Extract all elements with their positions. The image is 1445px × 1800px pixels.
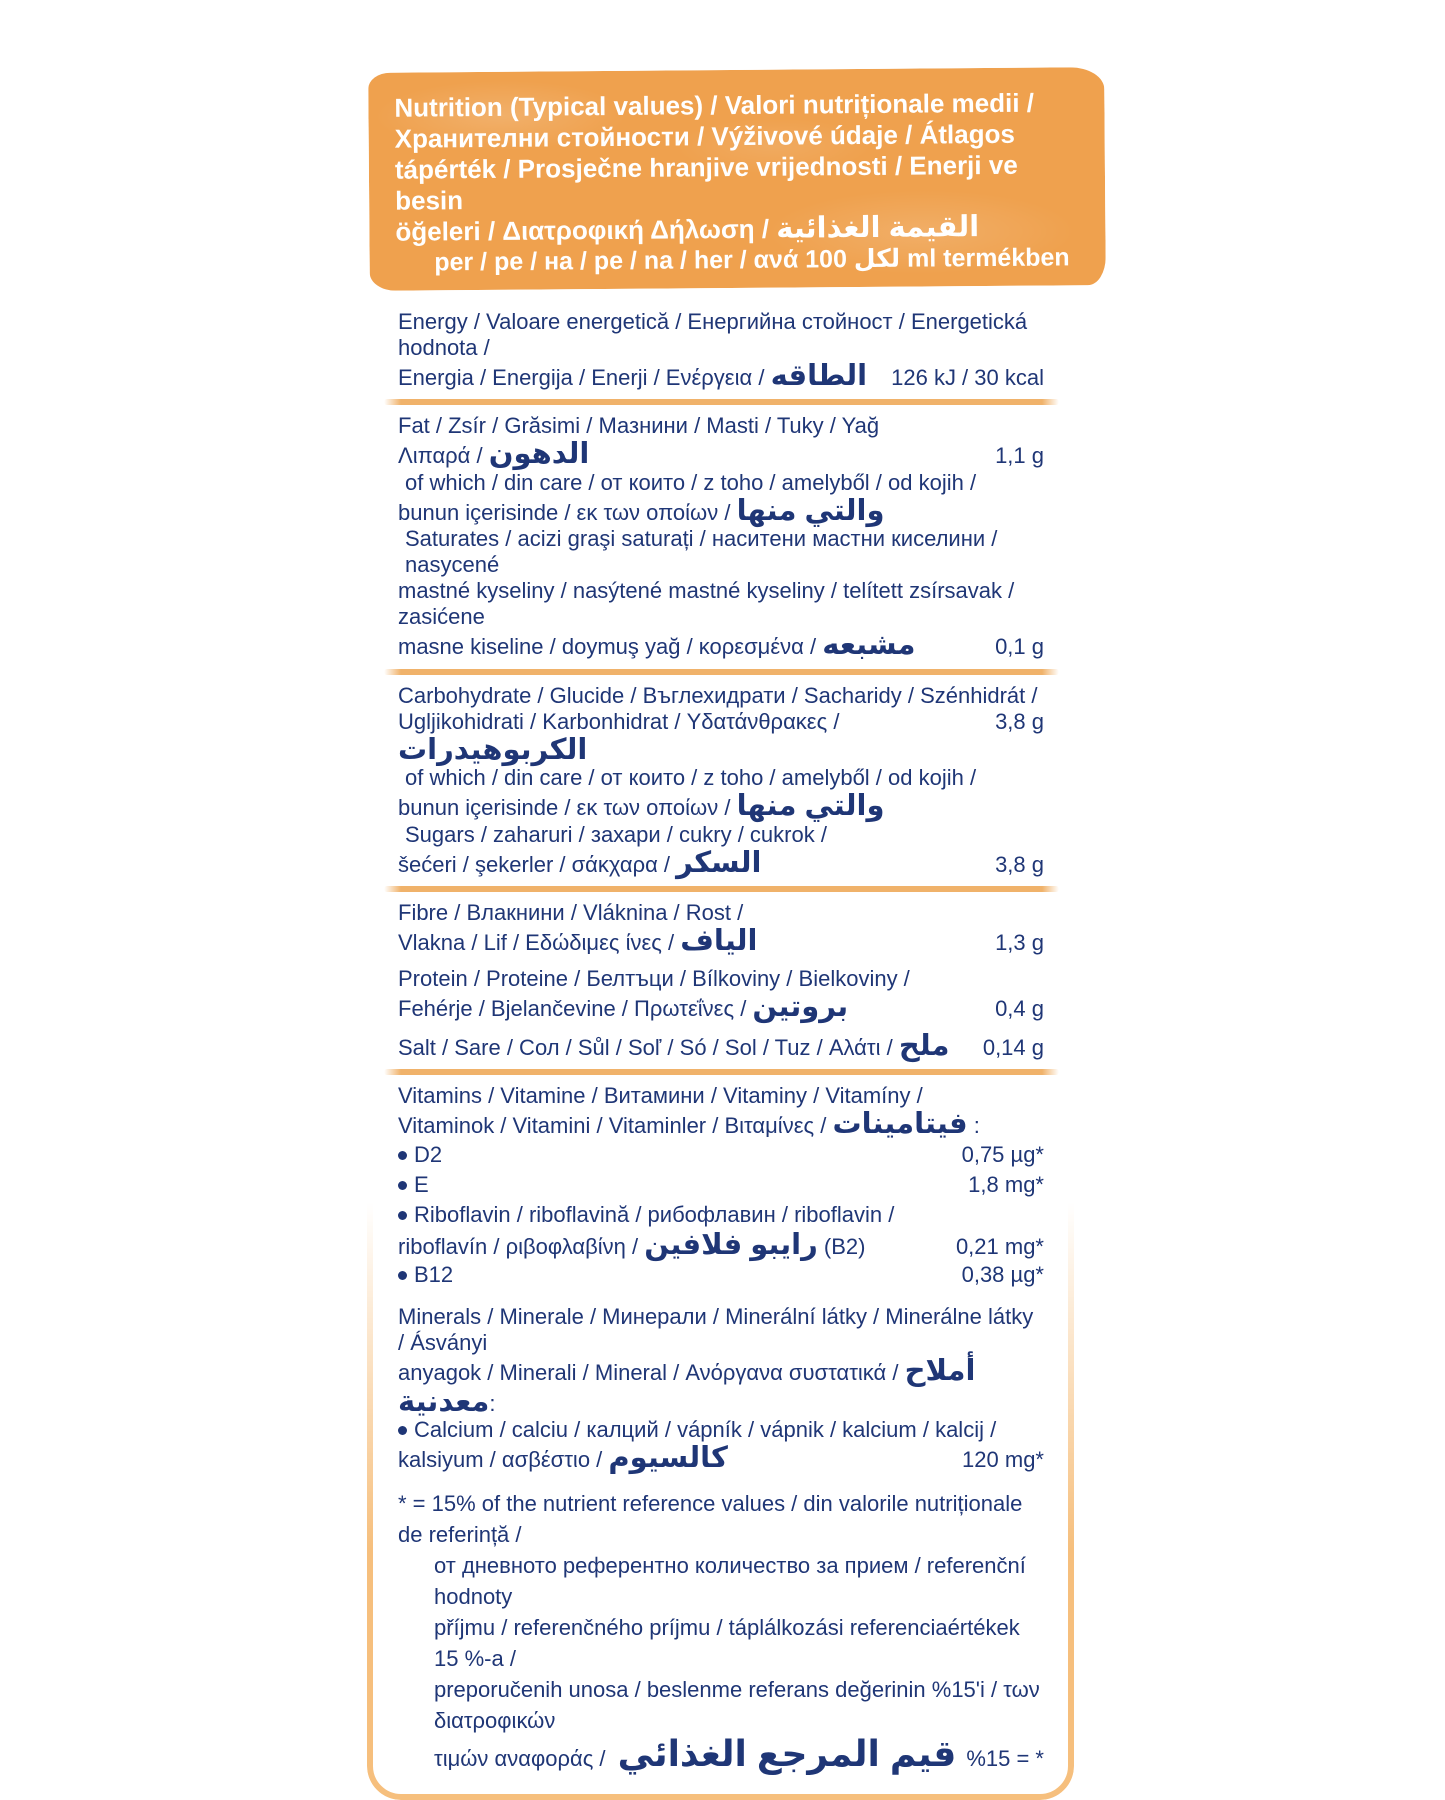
carbohydrate-section: [398, 683, 1044, 878]
calcium-line1: Calcium / calciu / калций / vápník / vápnik / kalcium / kalcij /: [398, 1417, 1044, 1443]
energy-arabic: الطاقه: [770, 360, 868, 392]
fat-ofwhich-line2: bunun içerisinde / εκ των οποίων / والتي منها: [398, 494, 885, 527]
sugars-arabic: السكر: [676, 846, 762, 879]
sugars-value-row: [398, 848, 1044, 878]
footnote-line3: příjmu / referenčného príjmu / táplálkozási referenciaértékek 15 %-a /: [434, 1614, 1020, 1671]
calcium-arabic: كالسيوم: [608, 1442, 728, 1475]
bullet-icon: [398, 1271, 407, 1280]
fat-ofwhich-arabic: والتي منها: [736, 494, 885, 527]
label-header: [368, 67, 1106, 291]
minerals-arabic: أملاح معدنية: [398, 1355, 976, 1418]
minerals-section: [398, 1304, 1044, 1473]
salt-row: [398, 1031, 1044, 1061]
calcium-value-row: [398, 1443, 1044, 1473]
sugars-line1: Sugars / zaharuri / захари / cukry / cukrok /: [405, 821, 827, 847]
energy-section: [398, 309, 1044, 391]
carb-names-line2: Ugljikohidrati / Karbonhidrat / Υδατάνθρακες / الكربوهيدرات: [398, 708, 840, 766]
vitamin-b12-value: 0,38 µg*: [961, 1262, 1044, 1288]
fat-value: 1,1 g: [995, 443, 1044, 469]
bullet-icon: [398, 1211, 407, 1220]
protein-names-line2: Fehérje / Bjelančevine / Πρωτεΐνες / بروتين: [398, 990, 849, 1023]
label-body: [365, 288, 1077, 1774]
carb-ofwhich-line1: of which / din care / от които / z toho / amelyből / od kojih /: [405, 765, 977, 791]
fibre-arabic: الياف: [680, 925, 758, 958]
vitamin-b12-label: B12: [398, 1260, 453, 1290]
nutrition-label: [365, 70, 1077, 1800]
fat-value-row: [398, 439, 1044, 469]
salt-arabic: ملح: [898, 1029, 950, 1062]
header-title-line: Хранителни стойности / Výživové údaje / Átlagos: [394, 118, 1016, 154]
protein-arabic: بروتين: [752, 990, 849, 1023]
energy-names-line1: Energy / Valoare energetică / Енергийна стойност / Energetická hodnota /: [398, 309, 1028, 360]
fat-section: [398, 413, 1044, 660]
bullet-icon: [398, 1426, 407, 1435]
bullet-icon: [398, 1181, 407, 1190]
header-title-line: Nutrition (Typical values) / Valori nutriționale medii /: [394, 87, 1035, 123]
protein-value-row: [398, 992, 1044, 1022]
salt-names-line: Salt / Sare / Сол / Sůl / Soľ / Só / Sol / Tuz / Αλάτι / ملح: [398, 1029, 950, 1062]
vitamin-e-label: E: [398, 1170, 429, 1200]
sugars-line2: šećeri / şekerler / σάκχαρα / السكر: [398, 846, 762, 879]
energy-names-line2: Energia / Energija / Enerji / Ενέργεια / الطاقه: [398, 360, 868, 392]
carb-value-row: [398, 709, 1044, 765]
vitamins-names-line1: Vitamins / Vitamine / Витамини / Vitaminy / Vitamíny /: [398, 1083, 923, 1109]
protein-names-line1: Protein / Proteine / Белтъци / Bílkoviny / Bielkoviny /: [398, 965, 910, 991]
minerals-names-line1: Minerals / Minerale / Минерали / Minerální látky / Minerálne látky / Ásványi: [398, 1304, 1034, 1356]
carb-ofwhich-arabic: والتي منها: [736, 790, 885, 823]
vitamin-e-row: [398, 1170, 1044, 1200]
footnote-line5: [398, 1732, 1044, 1774]
protein-value: 0,4 g: [995, 995, 1044, 1021]
carb-value: 3,8 g: [995, 708, 1044, 734]
vitamin-d2-row: [398, 1140, 1044, 1170]
fibre-names-line1: Fibre / Влакнини / Vláknina / Rost /: [398, 900, 744, 926]
sugars-value: 3,8 g: [995, 851, 1044, 877]
divider-line: [384, 669, 1059, 675]
bullet-icon: [398, 1151, 407, 1160]
footnote-line5-right: [608, 1732, 1044, 1774]
carb-arabic: الكربوهيدرات: [398, 733, 588, 766]
vitamin-d2-label: D2: [398, 1140, 442, 1170]
riboflavin-line1: Riboflavin / riboflavină / рибофлавин / riboflavin /: [398, 1200, 1044, 1230]
divider-line: [384, 886, 1059, 892]
saturates-line2: mastné kyseliny / nasýtené mastné kyseliny / telített zsírsavak / zasićene: [398, 578, 1015, 630]
calcium-value: 120 mg*: [962, 1447, 1044, 1473]
header-title-line: tápérték / Prosječne hranjive vrijednosti / Enerji ve besin: [394, 149, 1018, 216]
divider-line: [384, 399, 1059, 405]
saturates-value-row: [398, 630, 1044, 660]
vitamin-b12-row: [398, 1260, 1044, 1290]
footnote-line5-end: %15 = *: [966, 1745, 1044, 1771]
vitamin-e-value: 1,8 mg*: [968, 1171, 1044, 1197]
calcium-line2: kalsiyum / ασβέστιο / كالسيوم: [398, 1442, 728, 1475]
header-title-arabic: القيمة الغذائية: [776, 211, 980, 245]
saturates-line3: masne kiseline / doymuş yağ / κορεσμένα / مشبعه: [398, 629, 916, 662]
fat-names-line1: Fat / Zsír / Grăsimi / Мазнини / Masti / Tuky / Yağ: [398, 413, 880, 439]
header-per-line: per / pe / на / pe / na / her / ανά 100 لكل ml termékben: [434, 243, 1070, 277]
vitamin-d2-value: 0,75 µg*: [961, 1141, 1044, 1167]
protein-section: [398, 966, 1044, 1022]
fat-arabic: الدهون: [488, 438, 590, 471]
footnote-line5-left: τιμών αναφοράς /: [434, 1745, 606, 1771]
minerals-names-line2: anyagok / Minerali / Mineral / Ανόργανα συστατικά / أملاح معدنية:: [398, 1355, 976, 1418]
footnote-section: [398, 1488, 1044, 1774]
fat-ofwhich-line1: of which / din care / от които / z toho / amelyből / od kojih /: [405, 469, 977, 495]
salt-value: 0,14 g: [982, 1034, 1044, 1060]
fibre-names-line2: Vlakna / Lif / Εδώδιμες ίνες / الياف: [398, 925, 758, 958]
carb-names-line1: Carbohydrate / Glucide / Въглехидрати / Sacharidy / Szénhidrát /: [398, 682, 1038, 708]
footnote-line1: * = 15% of the nutrient reference values / din valorile nutriționale de referință /: [398, 1490, 1023, 1547]
footnote-line4: preporučenih unosa / beslenme referans değerinin %15'i / των διατροφικών: [434, 1676, 1040, 1733]
fibre-section: [398, 900, 1044, 956]
fibre-value: 1,3 g: [995, 930, 1044, 956]
fibre-value-row: [398, 926, 1044, 956]
vitamins-names-line2: Vitaminok / Vitamini / Vitaminler / Βιταμίνες / فيتامينات :: [398, 1108, 980, 1141]
footnote-arabic: قيم المرجع الغذائي: [617, 1732, 957, 1774]
riboflavin-arabic: رايبو فلافين: [644, 1228, 818, 1261]
carb-ofwhich-line2: bunun içerisinde / εκ των οποίων / والتي منها: [398, 790, 885, 823]
saturates-arabic: مشبعه: [822, 629, 916, 662]
vitamins-arabic: فيتامينات: [832, 1108, 968, 1141]
riboflavin-value: 0,21 mg*: [955, 1233, 1044, 1259]
riboflavin-value-row: [398, 1230, 1044, 1260]
riboflavin-line2: riboflavín / ριβοφλαβίνη / رايبو فلافين (B2): [398, 1228, 866, 1261]
saturates-line1: Saturates / acizi graşi saturați / наситени мастни киселини / nasycené: [405, 526, 998, 578]
saturates-value: 0,1 g: [995, 634, 1044, 660]
header-title-line-text: öğeleri / Διατροφική Δήλωση /: [395, 213, 777, 247]
energy-value: 126 kJ / 30 kcal: [891, 365, 1044, 390]
divider-line: [384, 1069, 1059, 1075]
energy-value-row: [398, 361, 1044, 391]
vitamins-section: [398, 1083, 1044, 1290]
fat-names-line2: Λιπαρά / الدهون: [398, 438, 590, 471]
footnote-line2: от дневното референтно количество за прием / referenční hodnoty: [434, 1552, 1026, 1609]
